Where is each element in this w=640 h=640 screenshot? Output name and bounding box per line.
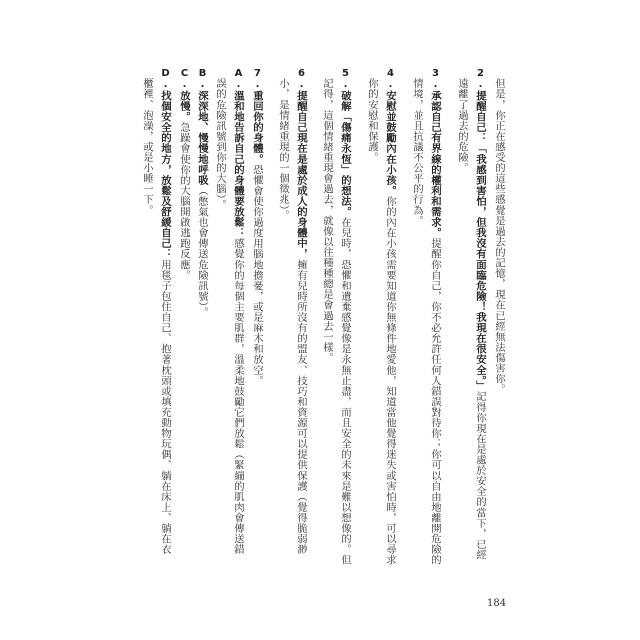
item-text: （憋氣也會傳送危險訊號）。 xyxy=(196,185,208,318)
sub-item-c xyxy=(177,68,191,280)
item-heading: 重回你的身體。 xyxy=(251,90,263,165)
item-letter: C. xyxy=(179,68,190,91)
text-column xyxy=(140,78,154,215)
item-number: 5. xyxy=(340,68,351,91)
column-text: 小，是情緒重現的一個徵兆）。 xyxy=(277,78,289,221)
text-column xyxy=(213,78,227,210)
list-item-5 xyxy=(338,68,352,565)
item-text: 恐懼會使你過度用腦地擔憂，或是麻木和放空。 xyxy=(251,164,263,386)
item-letter: A. xyxy=(233,68,244,91)
item-heading: 放慢。 xyxy=(178,90,190,122)
item-heading: 承認自己有界線的權利和需求。 xyxy=(429,90,441,239)
list-item-3 xyxy=(428,68,442,565)
item-text: 你的內在小孩需要知道你無條件地愛他，知道當他覺得迷失或害怕時，可以尋求 xyxy=(384,195,396,566)
sub-item-d xyxy=(158,68,172,555)
list-item-2 xyxy=(473,68,487,560)
item-text: 在兒時，恐懼和遺棄感覺像是永無止盡，而且安全的未來是難以想像的。但 xyxy=(339,216,351,566)
item-text: 用毯子包住自己、抱著枕頭或填充動物玩偶、躺在床上、躺在衣 xyxy=(159,259,171,555)
text-column xyxy=(455,78,469,173)
text-column xyxy=(276,78,290,221)
item-heading: 找個安全的地方，放鬆及舒緩自己： xyxy=(159,90,171,260)
item-heading: 安慰並鼓勵內在小孩。 xyxy=(384,90,396,196)
text-column xyxy=(492,78,506,395)
list-item-6 xyxy=(294,68,308,555)
item-number: 6. xyxy=(296,68,307,91)
column-text: 你的安慰和保護。 xyxy=(366,78,378,163)
item-number: 3. xyxy=(430,68,441,91)
item-heading: 提醒自己現在是處於成人的身體中， xyxy=(295,90,307,260)
text-column xyxy=(410,78,424,226)
list-item-4 xyxy=(383,68,397,565)
text-column xyxy=(320,78,334,363)
item-number: 7. xyxy=(252,68,263,91)
column-text: 記得，這個情緒重現會過去，就像以往種種總是會過去一樣。 xyxy=(321,78,333,363)
sub-item-a xyxy=(231,68,245,555)
list-item-7 xyxy=(250,68,264,386)
item-text: 記得你現在是處於安全的當下，已經 xyxy=(474,391,486,560)
column-text: 但是，你正在感受的這些感覺是過去的記憶，現在已經無法傷害你。 xyxy=(493,78,505,395)
sub-item-b xyxy=(195,68,209,317)
item-heading: 深深地、慢慢地呼吸 xyxy=(196,90,208,186)
item-letter: D. xyxy=(160,68,171,91)
column-text: 情境，並且抗議不公平的行為。 xyxy=(411,78,423,226)
column-text: 櫃裡、泡澡，或是小睡一下。 xyxy=(141,78,153,216)
item-text: 提醒你自己，你不必允許任何人錯誤對待你；你可以自由地離開危險的 xyxy=(429,238,441,566)
item-letter: B. xyxy=(197,68,208,91)
column-text: 誤的危險訊號到你的大腦）。 xyxy=(214,78,226,210)
item-text: 擁有兒時所沒有的盟友、技巧和資源可以提供保護（覺得脆弱渺 xyxy=(295,259,307,555)
item-heading: 溫和地告訴自己的身體要放鬆： xyxy=(232,90,244,239)
item-text: 感覺你的每個主要肌群，溫柔地鼓勵它們放鬆（緊繃的肌肉會傳送錯 xyxy=(232,238,244,555)
item-heading: 提醒自己：「我感到害怕，但我沒有面臨危險！我現在很安全。」 xyxy=(474,90,486,392)
text-column xyxy=(365,78,379,162)
item-heading: 破解「傷痛永恆」的想法。 xyxy=(339,90,351,217)
page-number: 184 xyxy=(487,598,507,609)
item-text: 急躁會使你的大腦開啟逃跑反應。 xyxy=(178,121,190,281)
item-number: 2. xyxy=(475,68,486,91)
column-text: 遠離了過去的危險。 xyxy=(456,78,468,173)
item-number: 4. xyxy=(385,68,396,91)
